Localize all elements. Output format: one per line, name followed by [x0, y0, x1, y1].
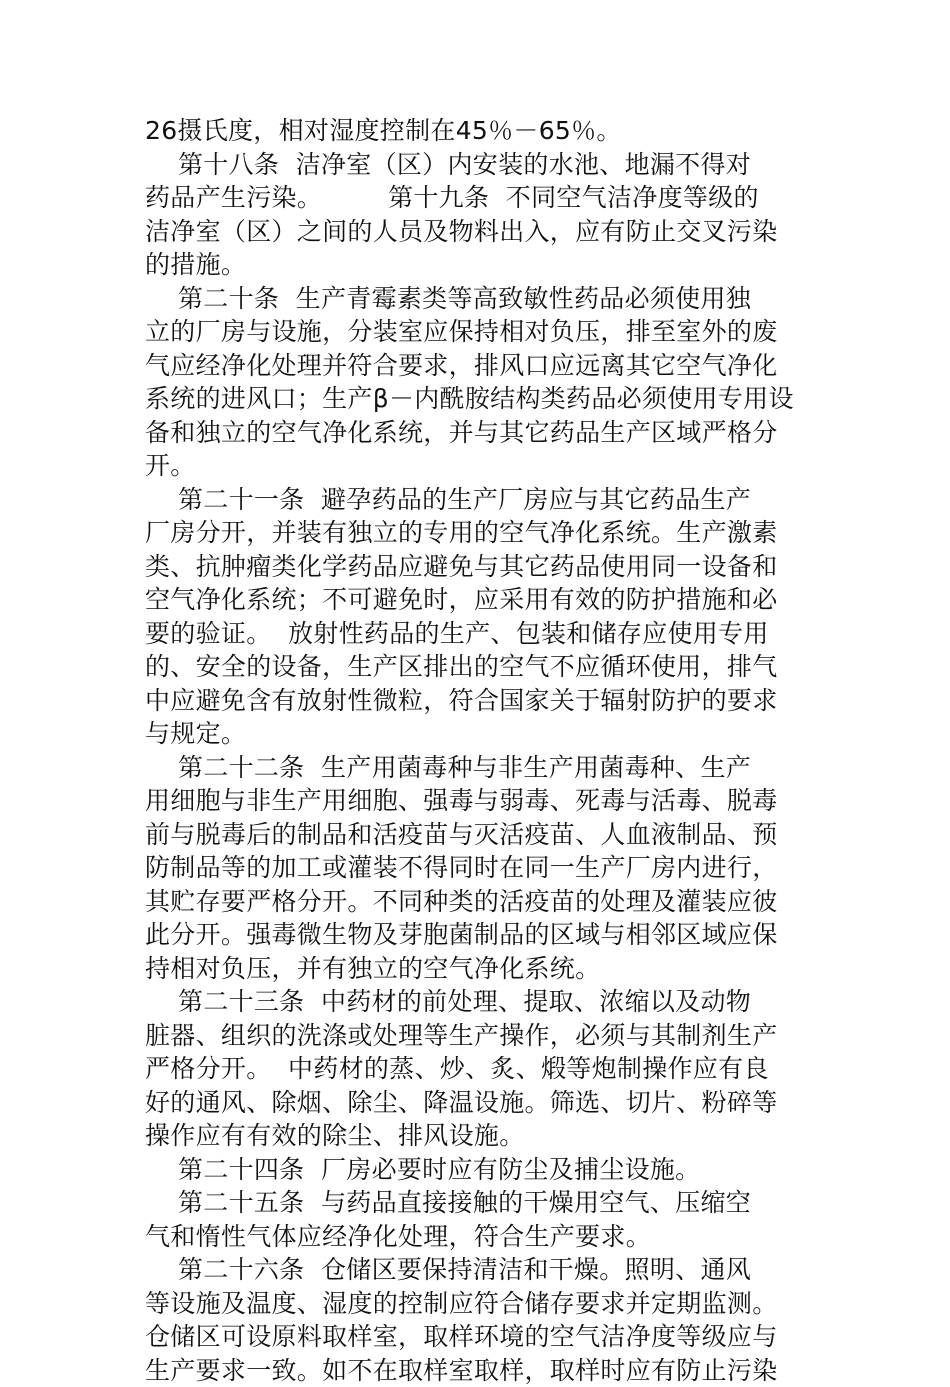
- text-line: 的、安全的设备，生产区排出的空气不应循环使用，排气: [145, 650, 810, 684]
- text-line: 其贮存要严格分开。不同种类的活疫苗的处理及灌装应彼: [145, 885, 810, 919]
- text-line: 备和独立的空气净化系统，并与其它药品生产区域严格分: [145, 416, 810, 450]
- text-line: 26摄氏度，相对湿度控制在45％－65％。: [145, 114, 810, 148]
- text-line: 厂房分开，并装有独立的专用的空气净化系统。生产激素: [145, 516, 810, 550]
- document-body: [145, 114, 810, 1387]
- text-line: 立的厂房与设施，分装室应保持相对负压，排至室外的废: [145, 315, 810, 349]
- text-line: 药品产生污染。 第十九条 不同空气洁净度等级的: [145, 181, 810, 215]
- text-line: 等设施及温度、湿度的控制应符合储存要求并定期监测。: [145, 1287, 810, 1321]
- text-line: 第二十三条 中药材的前处理、提取、浓缩以及动物: [145, 985, 810, 1019]
- text-line: 要的验证。 放射性药品的生产、包装和储存应使用专用: [145, 617, 810, 651]
- text-line: 气应经净化处理并符合要求，排风口应远离其它空气净化: [145, 349, 810, 383]
- text-line: 好的通风、除烟、除尘、降温设施。筛选、切片、粉碎等: [145, 1086, 810, 1120]
- text-line: 第十八条 洁净室（区）内安装的水池、地漏不得对: [145, 148, 810, 182]
- text-line: 系统的进风口；生产β－内酰胺结构类药品必须使用专用设: [145, 382, 810, 416]
- text-line: 空气净化系统；不可避免时，应采用有效的防护措施和必: [145, 583, 810, 617]
- text-line: 仓储区可设原料取样室，取样环境的空气洁净度等级应与: [145, 1320, 810, 1354]
- text-line: 第二十四条 厂房必要时应有防尘及捕尘设施。: [145, 1153, 810, 1187]
- text-line: 洁净室（区）之间的人员及物料出入，应有防止交叉污染: [145, 215, 810, 249]
- text-line: 第二十五条 与药品直接接触的干燥用空气、压缩空: [145, 1186, 810, 1220]
- text-line: 第二十条 生产青霉素类等高致敏性药品必须使用独: [145, 282, 810, 316]
- text-line: 开。: [145, 449, 810, 483]
- text-line: 防制品等的加工或灌装不得同时在同一生产厂房内进行，: [145, 851, 810, 885]
- text-line: 脏器、组织的洗涤或处理等生产操作，必须与其制剂生产: [145, 1019, 810, 1053]
- text-line: 第二十一条 避孕药品的生产厂房应与其它药品生产: [145, 483, 810, 517]
- text-line: 气和惰性气体应经净化处理，符合生产要求。: [145, 1220, 810, 1254]
- text-line: 第二十二条 生产用菌毒种与非生产用菌毒种、生产: [145, 751, 810, 785]
- text-line: 严格分开。 中药材的蒸、炒、炙、煅等炮制操作应有良: [145, 1052, 810, 1086]
- text-line: 操作应有有效的除尘、排风设施。: [145, 1119, 810, 1153]
- text-line: 第二十六条 仓储区要保持清洁和干燥。照明、通风: [145, 1253, 810, 1287]
- text-line: 类、抗肿瘤类化学药品应避免与其它药品使用同一设备和: [145, 550, 810, 584]
- text-line: 前与脱毒后的制品和活疫苗与灭活疫苗、人血液制品、预: [145, 818, 810, 852]
- text-line: 用细胞与非生产用细胞、强毒与弱毒、死毒与活毒、脱毒: [145, 784, 810, 818]
- text-line: 此分开。强毒微生物及芽胞菌制品的区域与相邻区域应保: [145, 918, 810, 952]
- text-line: 生产要求一致。如不在取样室取样，取样时应有防止污染: [145, 1354, 810, 1387]
- text-line: 的措施。: [145, 248, 810, 282]
- text-line: 与规定。: [145, 717, 810, 751]
- text-line: 持相对负压，并有独立的空气净化系统。: [145, 952, 810, 986]
- text-line: 中应避免含有放射性微粒，符合国家关于辐射防护的要求: [145, 684, 810, 718]
